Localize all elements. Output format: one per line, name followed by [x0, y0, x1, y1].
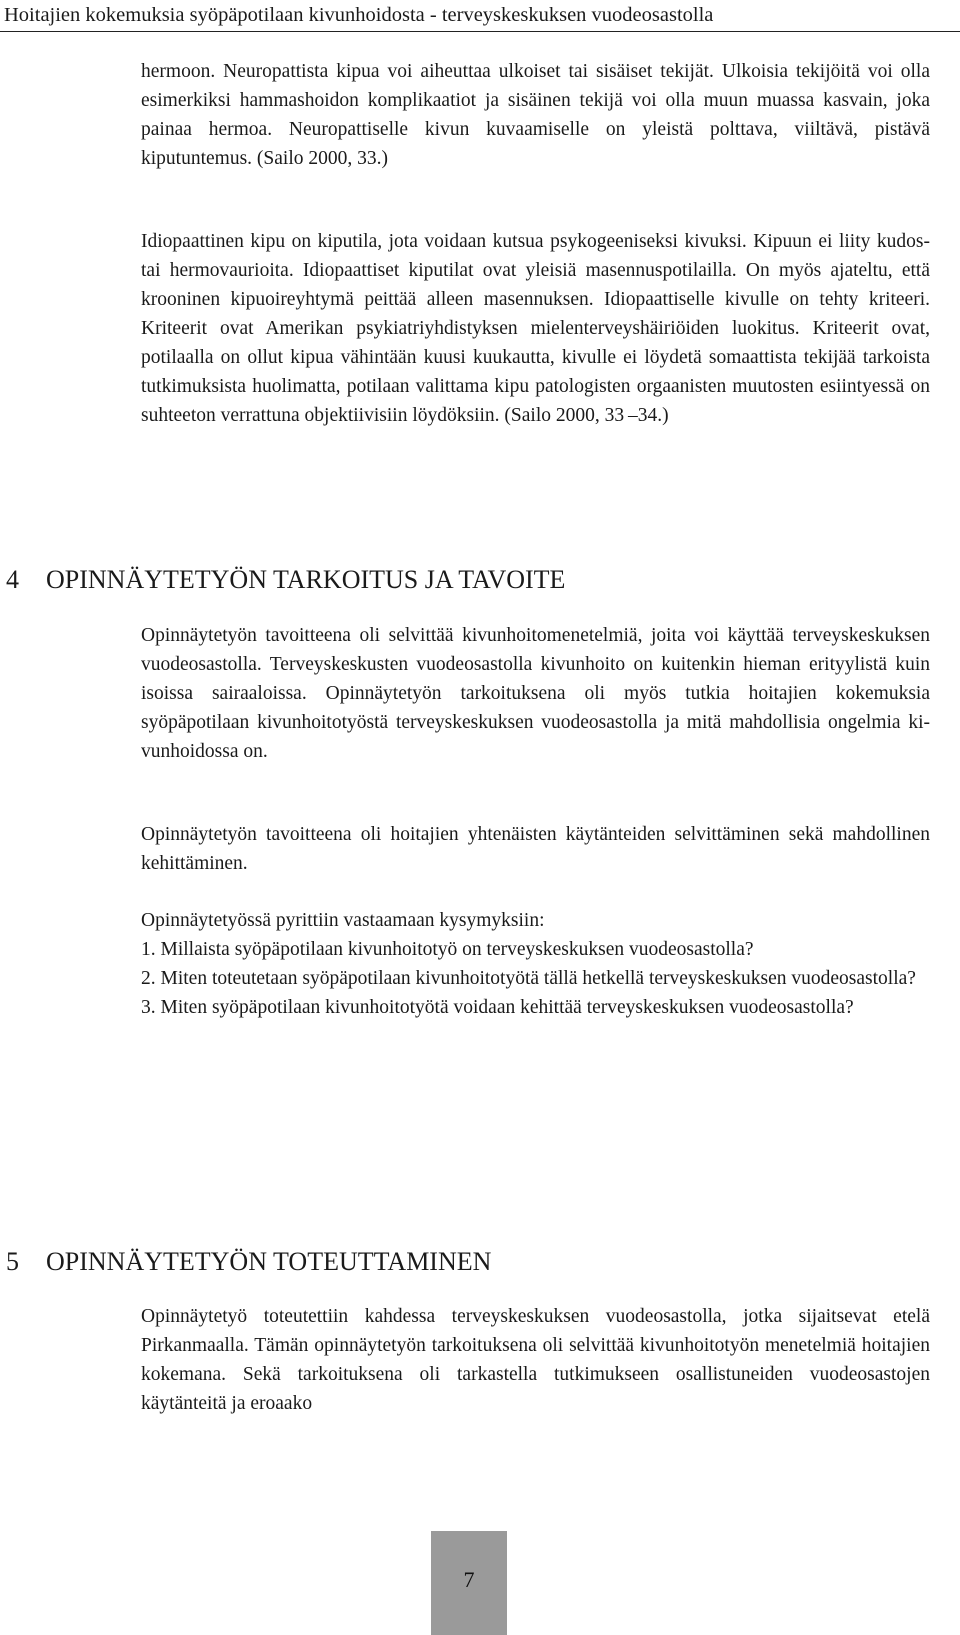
section-5-heading	[6, 1245, 491, 1279]
running-header	[0, 0, 960, 32]
research-questions-intro: Opinnäytetyössä pyrittiin vastaamaan kysymyksiin:	[141, 910, 545, 931]
paragraph-text: Idiopaattinen kipu on kiputila, jota voidaan kutsua psykogeeniseksi kivuksi. Kipuun ei liity kudos- tai hermovaurioita. Idiopaattiset kiputilat ovat yleisiä masennuspotilailla. On myös ajateltu, että krooninen kipuoireyhtymä peittää alleen masennuksen. Idiopaattiselle kivulle on tehty kriteeri. Kriteerit ovat Amerikan psykiatriyhdistyksen mielenterveyshäiriöiden luokitus. Kriteerit ovat, potilaalla on ollut kipua vähintään kuusi kuukautta, kivulle ei löydetä somaattista tekijää tarkoista tutkimuksista huolimatta, potilaan valittama kipu patologisten orgaanisten muutosten esiintyessä on suhteeton verrattuna objektiivisiin löydöksiin. (Sailo 2000, 33 –34.)	[141, 231, 930, 426]
section-4-paragraph-goal	[141, 621, 930, 766]
paragraph-text: Opinnäytetyön tavoitteena oli selvittää kivunhoitomenetelmiä, joita voi käyttää terveyskeskuksen vuodeosastolla. Terveyskeskusten vuodeosastolla kivunhoito on kuitenkin hieman erityylistä kuin isoissa sairaaloissa. Opinnäytetyön tarkoituksena oli myös tutkia hoitajien kokemuksia syöpäpotilaan kivunhoitotyöstä terveyskeskuksen vuodeosastolla ja mitä mahdollisia ongelmia kivunhoidossa on.	[141, 625, 930, 762]
paragraph-text: Opinnäytetyö toteutettiin kahdessa terveyskeskuksen vuodeosastolla, jotka sijaitsevat etelä Pirkanmaalla. Tämän opinnäytetyön tarkoituksena oli selvittää kivunhoitotyön menetelmiä hoitajien kokemana. Sekä tarkoituksena oli tarkastella tutkimukseen osallistuneiden vuodeosastojen käytänteitä ja eroaako	[141, 1306, 930, 1414]
page-number-text: 7	[463, 1567, 475, 1592]
section-4-heading	[6, 563, 565, 597]
section-4-title: OPINNÄYTETYÖN TARKOITUS JA TAVOITE	[46, 565, 566, 594]
page-number	[431, 1531, 507, 1635]
research-questions	[141, 906, 930, 1022]
section-4-number: 4	[6, 565, 19, 594]
research-question-1: 1. Millaista syöpäpotilaan kivunhoitotyö on terveyskeskuksen vuodeosastolla?	[141, 939, 754, 960]
paragraph-neuropathic-pain	[141, 57, 930, 173]
running-header-title: Hoitajien kokemuksia syöpäpotilaan kivunhoidosta - terveyskeskuksen vuodeosastolla	[4, 4, 714, 26]
section-5-title: OPINNÄYTETYÖN TOTEUTTAMINEN	[46, 1247, 492, 1276]
research-questions-list	[141, 935, 930, 1022]
section-5-number: 5	[6, 1247, 19, 1276]
paragraph-idiopathic-pain	[141, 227, 930, 430]
research-question-2: 2. Miten toteutetaan syöpäpotilaan kivunhoitotyötä tällä hetkellä terveyskeskuksen vuodeosastolla?	[141, 968, 916, 989]
section-4-paragraph-aim	[141, 820, 930, 878]
paragraph-text: hermoon. Neuropattista kipua voi aiheuttaa ulkoiset tai sisäiset tekijät. Ulkoisia tekijöitä voi olla esimerkiksi hammashoidon komplikaatiot ja sisäinen tekijä voi olla muun muassa kasvain, joka painaa hermoa. Neuropattiselle kivun kuvaamiselle on yleistä polttava, viiltävä, pistävä kiputuntemus. (Sailo 2000, 33.)	[141, 61, 930, 169]
paragraph-text: Opinnäytetyön tavoitteena oli hoitajien yhtenäisten käytänteiden selvittäminen sekä mahdollinen kehittäminen.	[141, 824, 930, 874]
research-question-3: 3. Miten syöpäpotilaan kivunhoitotyötä voidaan kehittää terveyskeskuksen vuodeosastolla?	[141, 997, 854, 1018]
section-5-paragraph	[141, 1302, 930, 1418]
